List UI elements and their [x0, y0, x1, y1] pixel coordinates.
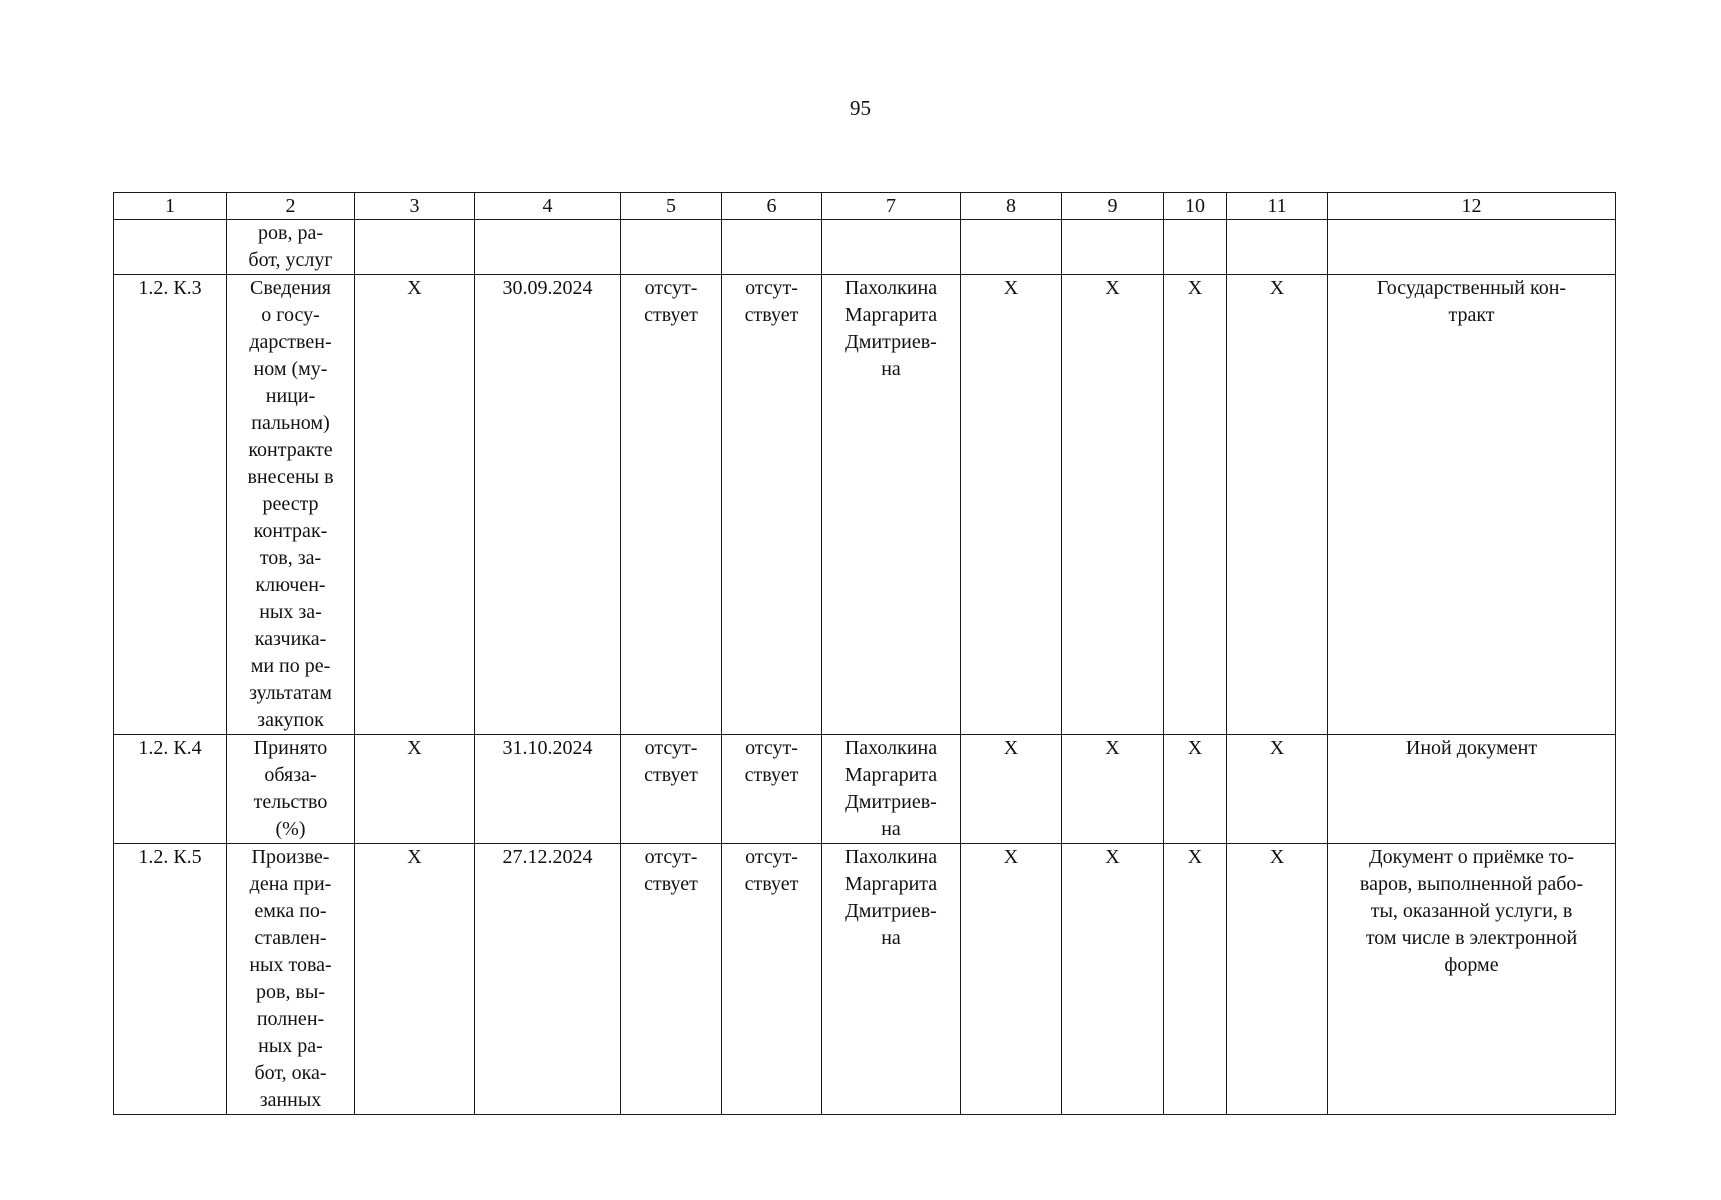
row-code-cell: 1.2. К.3	[114, 275, 227, 735]
column-number-row	[114, 193, 1616, 220]
table-cell: X	[1164, 844, 1227, 1115]
responsible-cell: Пахолкина Маргарита Дмитриев- на	[822, 275, 961, 735]
table-cell: X	[961, 275, 1062, 735]
column-number: 3	[355, 193, 475, 220]
column-number: 7	[822, 193, 961, 220]
table-cell: X	[1062, 275, 1164, 735]
table-cell: X	[355, 275, 475, 735]
column-number: 9	[1062, 193, 1164, 220]
table-row	[114, 220, 1616, 275]
document-type-cell: Иной документ	[1328, 735, 1616, 844]
table-cell	[961, 220, 1062, 275]
table-cell: X	[961, 844, 1062, 1115]
column-number: 2	[227, 193, 355, 220]
table-cell: отсут- ствует	[722, 275, 822, 735]
column-number: 6	[722, 193, 822, 220]
column-number: 11	[1227, 193, 1328, 220]
table-row	[114, 735, 1616, 844]
table-cell: отсут- ствует	[621, 275, 722, 735]
row-code-cell: 1.2. К.4	[114, 735, 227, 844]
document-type-cell: Государственный кон- тракт	[1328, 275, 1616, 735]
table-cell	[355, 220, 475, 275]
responsible-cell	[822, 220, 961, 275]
row-code-cell: 1.2. К.5	[114, 844, 227, 1115]
table-cell: X	[355, 844, 475, 1115]
table-row	[114, 275, 1616, 735]
column-number: 4	[475, 193, 621, 220]
table-cell: X	[1062, 844, 1164, 1115]
page-number: 95	[850, 96, 871, 120]
event-name-cell: Сведения о госу- дарствен- ном (му- ници- пальном) контракте внесены в реестр контрак- тов, за- ключен- ных за- казчика- ми по ре- зультатам закупок	[227, 275, 355, 735]
event-name-cell: ров, ра- бот, услуг	[227, 220, 355, 275]
table-cell	[722, 220, 822, 275]
date-cell	[475, 220, 621, 275]
document-table	[113, 192, 1616, 1115]
table-cell: отсут- ствует	[621, 844, 722, 1115]
table-cell: X	[355, 735, 475, 844]
table-cell	[1062, 220, 1164, 275]
table-cell	[621, 220, 722, 275]
table-cell: X	[1164, 275, 1227, 735]
table-cell: отсут- ствует	[621, 735, 722, 844]
table-cell: X	[1227, 735, 1328, 844]
date-cell: 27.12.2024	[475, 844, 621, 1115]
table-cell: отсут- ствует	[722, 844, 822, 1115]
table-row	[114, 844, 1616, 1115]
event-name-cell: Принято обяза- тельство (%)	[227, 735, 355, 844]
table-cell: X	[1062, 735, 1164, 844]
date-cell: 30.09.2024	[475, 275, 621, 735]
responsible-cell: Пахолкина Маргарита Дмитриев- на	[822, 844, 961, 1115]
row-code-cell	[114, 220, 227, 275]
table-cell	[1227, 220, 1328, 275]
table-cell: X	[961, 735, 1062, 844]
table-cell: отсут- ствует	[722, 735, 822, 844]
table-cell: X	[1227, 844, 1328, 1115]
document-type-cell: Документ о приёмке то- варов, выполненной рабо- ты, оказанной услуги, в том числе в электронной форме	[1328, 844, 1616, 1115]
table-cell: X	[1164, 735, 1227, 844]
column-number: 12	[1328, 193, 1616, 220]
column-number: 1	[114, 193, 227, 220]
event-name-cell: Произве- дена при- емка по- ставлен- ных това- ров, вы- полнен- ных ра- бот, ока- занных	[227, 844, 355, 1115]
column-number: 10	[1164, 193, 1227, 220]
column-number: 5	[621, 193, 722, 220]
date-cell: 31.10.2024	[475, 735, 621, 844]
table-cell	[1164, 220, 1227, 275]
document-type-cell	[1328, 220, 1616, 275]
responsible-cell: Пахолкина Маргарита Дмитриев- на	[822, 735, 961, 844]
column-number: 8	[961, 193, 1062, 220]
table-cell: X	[1227, 275, 1328, 735]
